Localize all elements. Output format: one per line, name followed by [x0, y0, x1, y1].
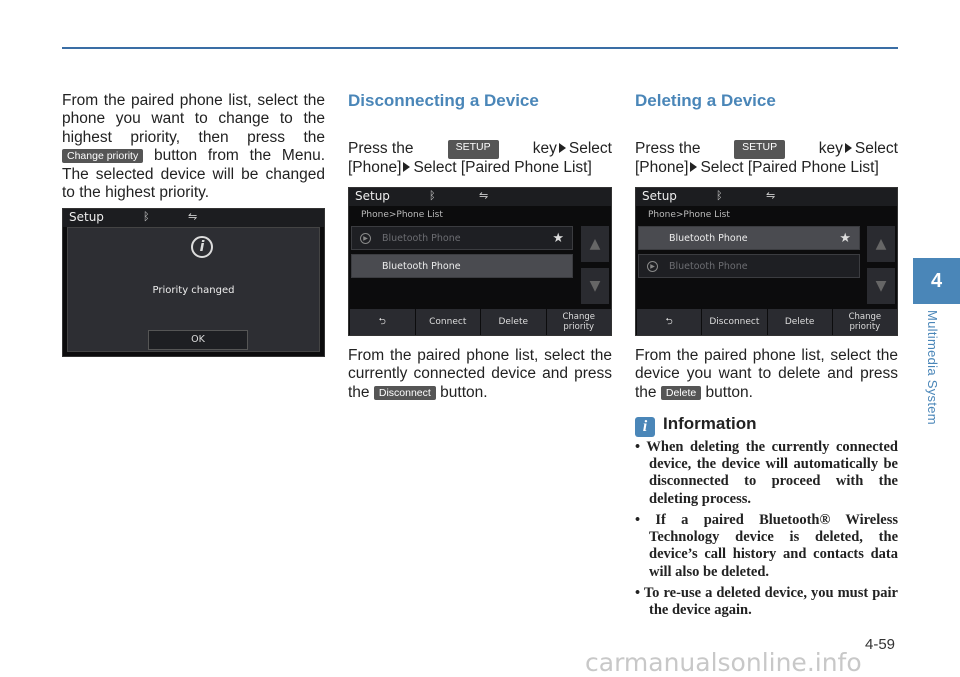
dialog-message: Priority changed: [152, 285, 235, 296]
info-bullet: • To re-use a deleted device, you must pair the device again.: [635, 585, 898, 619]
scroll-up-button[interactable]: ▲: [867, 226, 895, 262]
star-icon: ★: [552, 231, 564, 246]
phone-name: Bluetooth Phone: [382, 261, 461, 272]
key-text: key: [818, 140, 843, 158]
info-bullet: • If a paired Bluetooth® Wireless Technology device is deleted, the device’s call history and contacts data will also be deleted.: [635, 512, 898, 580]
screen-title: Setup: [355, 189, 390, 203]
delete-button[interactable]: Delete: [480, 309, 546, 335]
dialog-box: [67, 227, 320, 352]
screen-title: Setup: [642, 189, 677, 203]
select-text: Select: [854, 140, 898, 158]
column-2: [348, 92, 612, 177]
setup-key-label: SETUP: [734, 140, 785, 158]
screen-title-bar: [63, 209, 324, 227]
play-icon: ▶: [360, 233, 371, 244]
screen-title-bar: [349, 188, 611, 206]
column-3: [635, 92, 898, 177]
chapter-label: Multimedia System: [925, 310, 940, 425]
priority-instructions-a: From the paired phone list, select the phone you want to change to the highest priority, then press the: [62, 92, 325, 146]
disconnect-instructions: [348, 347, 612, 402]
phone-list-item[interactable]: [638, 254, 860, 278]
page-number: 4-59: [865, 636, 896, 653]
phone-name: Bluetooth Phone: [382, 233, 461, 244]
arrow-right-icon: [690, 162, 697, 172]
setup-key-label: SETUP: [448, 140, 499, 158]
heading-disconnecting: Disconnecting a Device: [348, 91, 539, 110]
ok-button[interactable]: OK: [148, 330, 248, 350]
select-text: Select: [568, 140, 612, 158]
screen-title-bar: [636, 188, 897, 206]
column-1: [62, 92, 325, 202]
bottom-button-bar: [636, 309, 897, 335]
phone-list-item[interactable]: [351, 226, 573, 250]
star-icon: ★: [839, 231, 851, 246]
delete-text-b: button.: [705, 383, 753, 401]
phone-name: Bluetooth Phone: [669, 233, 748, 244]
disconnect-text-b: button.: [440, 383, 488, 401]
scroll-down-button[interactable]: ▼: [581, 268, 609, 304]
information-title: Information: [663, 414, 757, 433]
phone-menu-text: [Phone]: [635, 158, 689, 176]
priority-instructions-b: button from the Menu. The selected device will be changed to the highest priority.: [62, 147, 326, 202]
delete-button-label: Delete: [661, 386, 701, 400]
phone-name: Bluetooth Phone: [669, 261, 748, 272]
delete-screen: [635, 187, 898, 336]
back-button[interactable]: ⮌: [349, 309, 415, 335]
disconnect-button-label: Disconnect: [374, 386, 436, 400]
info-icon: i: [635, 417, 655, 437]
heading-deleting: Deleting a Device: [635, 91, 776, 110]
usb-icon: ⇋: [479, 189, 489, 202]
disconnect-button[interactable]: Disconnect: [701, 309, 766, 335]
scroll-up-button[interactable]: ▲: [581, 226, 609, 262]
phone-menu-text: [Phone]: [348, 158, 402, 176]
usb-icon: ⇋: [188, 210, 198, 223]
select-paired-list-text: Select [Paired Phone List]: [700, 158, 879, 176]
breadcrumb: Phone>Phone List: [648, 210, 730, 220]
screen-title: Setup: [69, 210, 104, 224]
watermark: carmanualsonline.info: [585, 648, 862, 677]
breadcrumb: Phone>Phone List: [361, 210, 443, 220]
chapter-tab[interactable]: 4: [913, 258, 960, 304]
key-text: key: [532, 140, 557, 158]
phone-list-item[interactable]: [638, 226, 860, 250]
disconnect-text-a: From the paired phone list, select the currently connected device and press the: [348, 347, 612, 401]
press-text: Press the: [348, 140, 414, 158]
change-priority-button-label: Change priority: [62, 149, 143, 163]
bluetooth-icon: ᛒ: [143, 210, 150, 223]
info-icon: i: [191, 236, 213, 258]
priority-changed-screen: [62, 208, 325, 357]
scroll-down-button[interactable]: ▼: [867, 268, 895, 304]
connect-button[interactable]: Connect: [415, 309, 481, 335]
info-bullet: • When deleting the currently connected device, the device will automatically be disconnected to proceed with the deleting process.: [635, 439, 898, 507]
disconnect-screen: [348, 187, 612, 336]
delete-text-a: From the paired phone list, select the device you want to delete and press the: [635, 347, 898, 401]
bluetooth-icon: ᛒ: [429, 189, 436, 202]
arrow-right-icon: [559, 143, 566, 153]
phone-list-item[interactable]: [351, 254, 573, 278]
select-paired-list-text: Select [Paired Phone List]: [413, 158, 592, 176]
bluetooth-icon: ᛒ: [716, 189, 723, 202]
play-icon: ▶: [647, 261, 658, 272]
bottom-button-bar: [349, 309, 611, 335]
arrow-right-icon: [845, 143, 852, 153]
back-button[interactable]: ⮌: [636, 309, 701, 335]
change-priority-button[interactable]: Change priority: [832, 309, 897, 335]
delete-instructions: [635, 347, 898, 402]
change-priority-button[interactable]: Change priority: [546, 309, 612, 335]
press-text: Press the: [635, 140, 701, 158]
usb-icon: ⇋: [766, 189, 776, 202]
delete-button[interactable]: Delete: [767, 309, 832, 335]
arrow-right-icon: [403, 162, 410, 172]
information-heading: [635, 414, 898, 437]
header-rule: [62, 47, 898, 49]
